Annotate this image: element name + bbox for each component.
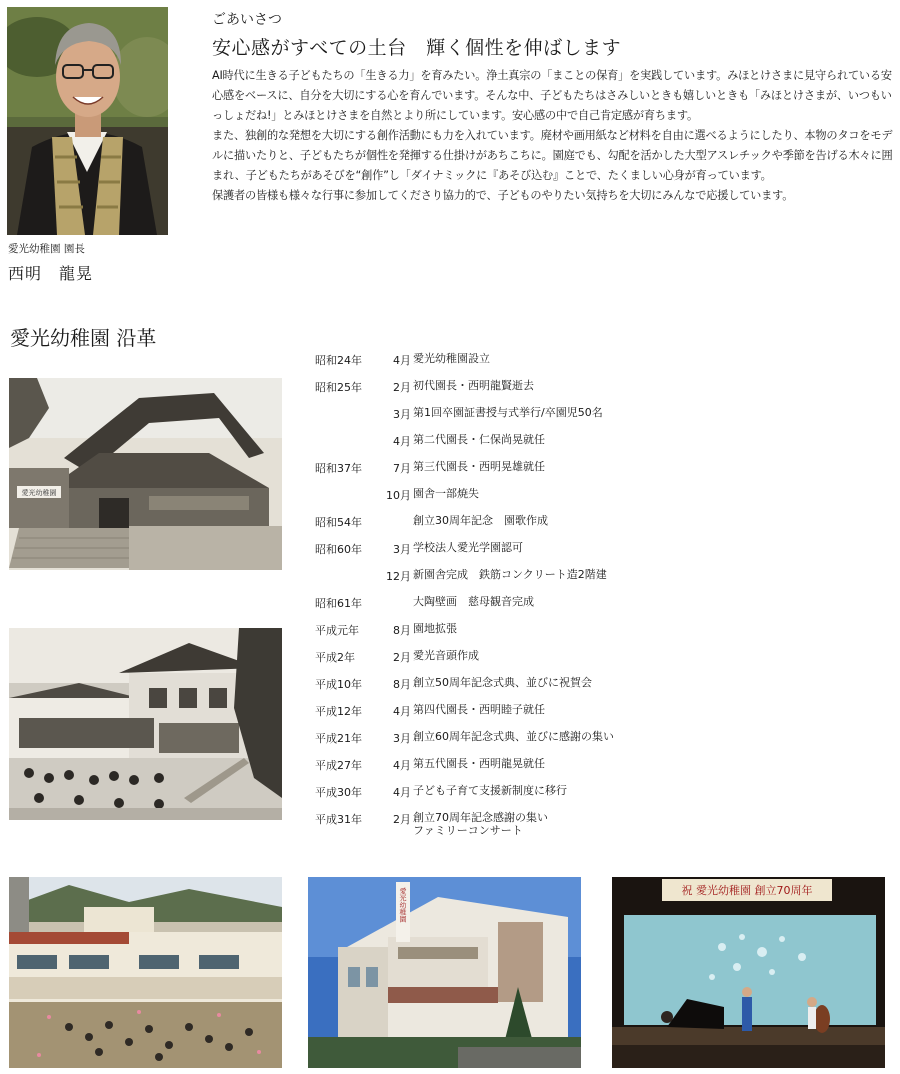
history-month: 12月 xyxy=(386,570,411,583)
history-era: 平成10年 xyxy=(315,678,362,691)
history-month: 3月 xyxy=(393,408,411,421)
old-temple-building-photo xyxy=(9,378,282,570)
history-month: 2月 xyxy=(393,381,411,394)
history-event: 創立60周年記念式典、並びに感謝の集い xyxy=(413,730,614,743)
history-event: 学校法人愛光学園認可 xyxy=(413,541,523,554)
history-event: 愛光幼稚園設立 xyxy=(413,352,490,365)
history-era: 平成31年 xyxy=(315,813,362,826)
history-era: 平成30年 xyxy=(315,786,362,799)
history-era: 昭和24年 xyxy=(315,354,362,367)
history-event: 初代園長・西明龍賢逝去 xyxy=(413,379,534,392)
history-event: 愛光音頭作成 xyxy=(413,649,479,662)
history-event: 第四代園長・西明睦子就任 xyxy=(413,703,545,716)
history-month: 4月 xyxy=(393,786,411,799)
history-event: 園地拡張 xyxy=(413,622,457,635)
greeting-label: ごあいさつ xyxy=(212,12,282,28)
history-event: 第三代園長・西明晃雄就任 xyxy=(413,460,545,473)
new-building-photo xyxy=(308,877,581,1068)
history-event: 園舎一部焼失 xyxy=(413,487,479,500)
history-event: 第1回卒園証書授与式挙行/卒園児50名 xyxy=(413,406,603,419)
history-month: 8月 xyxy=(393,624,411,637)
greeting-paragraph: 保護者の皆様も様々な行事に参加してくださり協力的で、子どものやりたい気持ちを大切にみんなで応援しています。 xyxy=(212,189,794,202)
history-era: 昭和61年 xyxy=(315,597,362,610)
history-era: 平成12年 xyxy=(315,705,362,718)
history-event: 大陶壁画 慈母観音完成 xyxy=(413,595,534,608)
history-era: 平成21年 xyxy=(315,732,362,745)
greeting-paragraph: AI時代に生きる子どもたちの「生きる力」を育みたい。浄土真宗の「まことの保育」を実践しています。みほとけさまに見守られている安心感をベースに、自分を大切にする心を育んでいます。そんな中、子どもたちはさみしいときも嬉しいときも「みほとけさまが、いつもいっしょだね!」とみほとけさまを自然とより所にしています。安心感の中で自己肯定感が育ちます。 xyxy=(212,69,892,122)
history-event: 第五代園長・西明龍晃就任 xyxy=(413,757,545,770)
greeting-body xyxy=(212,66,894,206)
history-month: 3月 xyxy=(393,543,411,556)
history-event: 第二代園長・仁保尚晃就任 xyxy=(413,433,545,446)
anniversary-concert-photo xyxy=(612,877,885,1068)
principal-name: 西明 龍晃 xyxy=(8,264,94,283)
kindergarten-event-photo xyxy=(9,877,282,1068)
history-month: 2月 xyxy=(393,813,411,826)
history-event: 子ども子育て支援新制度に移行 xyxy=(413,784,567,797)
history-month: 8月 xyxy=(393,678,411,691)
history-event: 創立50周年記念式典、並びに祝賀会 xyxy=(413,676,592,689)
history-event: 創立30周年記念 園歌作成 xyxy=(413,514,548,527)
history-month: 4月 xyxy=(393,705,411,718)
history-month: 7月 xyxy=(393,462,411,475)
history-event-line: ファミリーコンサート xyxy=(413,824,523,837)
greeting-paragraph: また、独創的な発想を大切にする創作活動にも力を入れています。廃材や画用紙など材料を自由に選べるようにしたり、本物のタコをモデルに描いたりと、子どもたちが個性を発揮する仕掛けがあちこちに。園庭でも、勾配を活かした大型アスレチックや季節を告げる木々に囲まれ、子どもたちがあそびを“創作”し「ダイナミックに『あそび込む』ことで、たくましい心身が育っています。 xyxy=(212,129,893,182)
history-event: 新園舎完成 鉄筋コンクリート造2階建 xyxy=(413,568,607,581)
history-era: 昭和37年 xyxy=(315,462,362,475)
old-kindergarten-courtyard-photo xyxy=(9,628,282,820)
new-building-sign: 愛光幼稚園 xyxy=(399,887,407,923)
history-month: 10月 xyxy=(386,489,411,502)
history-era: 平成27年 xyxy=(315,759,362,772)
history-era: 昭和54年 xyxy=(315,516,362,529)
history-month: 4月 xyxy=(393,759,411,772)
history-month: 4月 xyxy=(393,435,411,448)
history-era: 昭和25年 xyxy=(315,381,362,394)
history-title: 愛光幼稚園 沿革 xyxy=(10,326,157,350)
history-era: 平成元年 xyxy=(315,624,359,637)
principal-caption: 愛光幼稚園 園長 xyxy=(8,243,85,255)
concert-banner: 祝 愛光幼稚園 創立70周年 xyxy=(681,884,813,897)
greeting-title: 安心感がすべての土台 輝く個性を伸ばします xyxy=(212,37,622,59)
history-era: 平成2年 xyxy=(315,651,355,664)
history-month: 2月 xyxy=(393,651,411,664)
principal-photo xyxy=(7,7,168,235)
history-event xyxy=(413,811,548,837)
history-month: 3月 xyxy=(393,732,411,745)
history-era: 昭和60年 xyxy=(315,543,362,556)
history-month: 4月 xyxy=(393,354,411,367)
history-event-line: 創立70周年記念感謝の集い xyxy=(413,811,548,824)
old-building-sign: 愛光幼稚園 xyxy=(21,489,57,497)
